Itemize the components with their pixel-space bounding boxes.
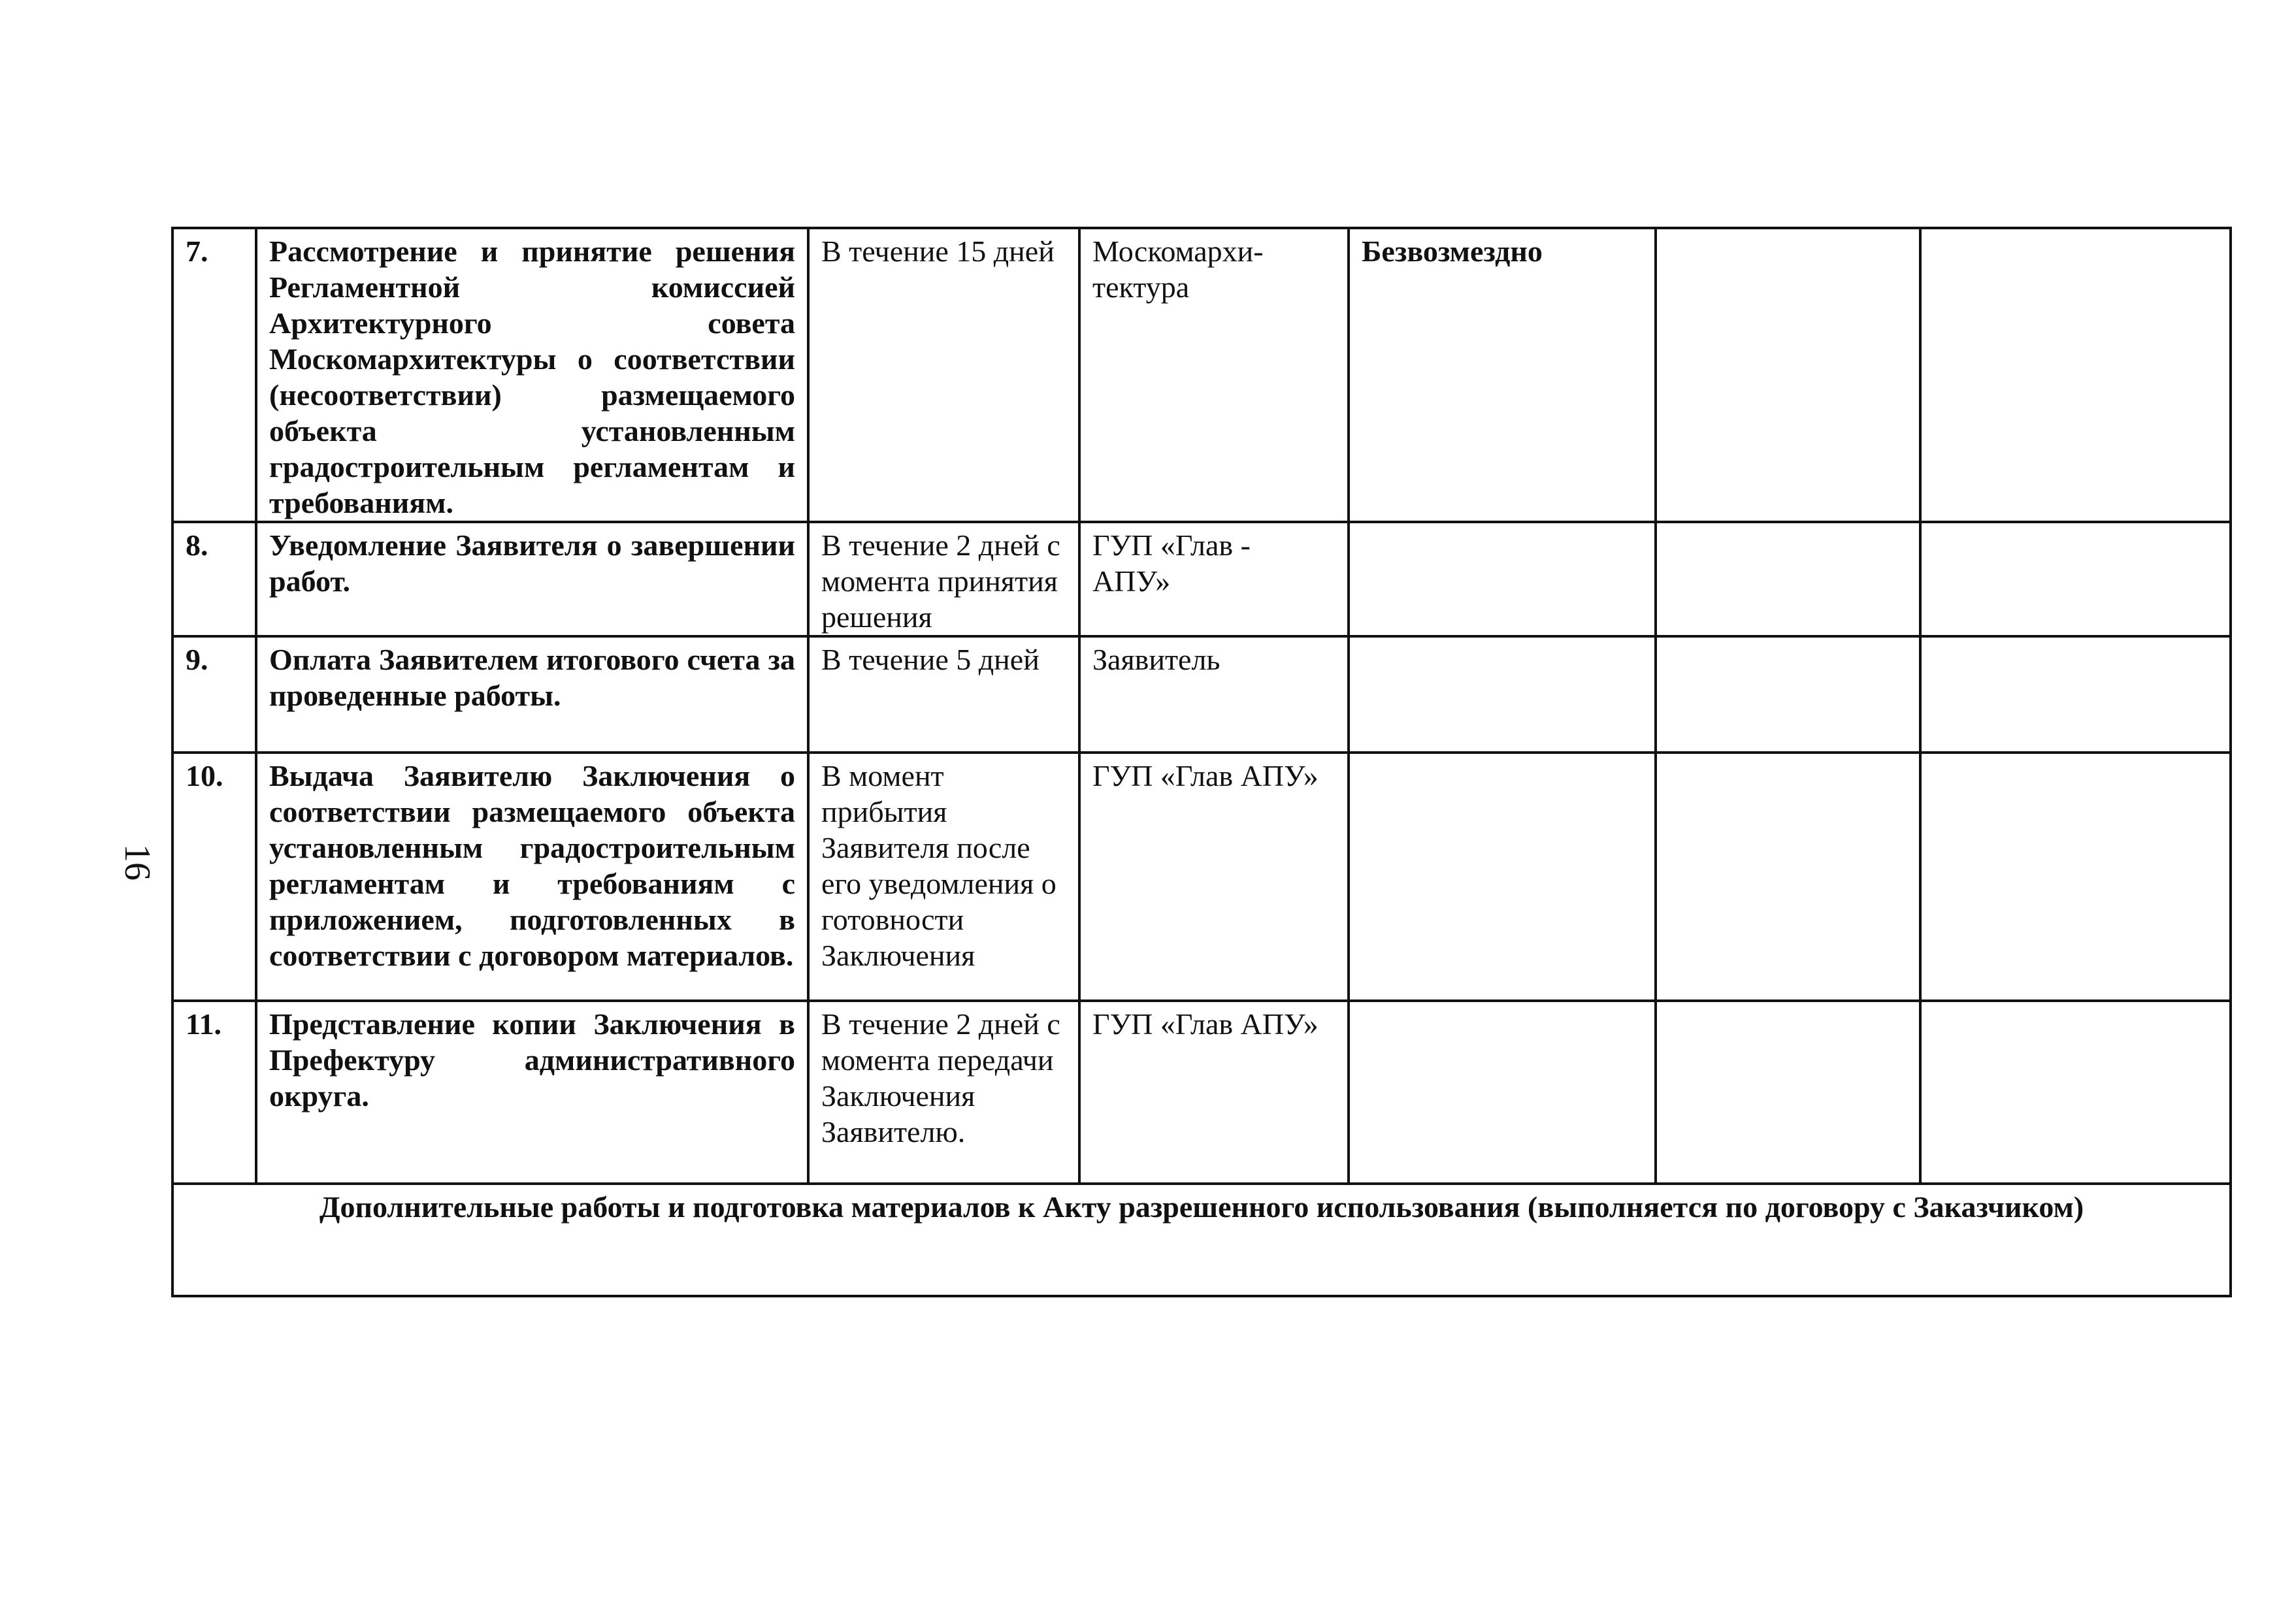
term-cell: В течение 15 дней	[808, 228, 1079, 522]
empty-cell	[1656, 636, 1920, 753]
procedure-table	[171, 227, 2232, 1297]
row-number: 10.	[172, 753, 256, 1001]
table-row	[172, 228, 2231, 522]
term-cell: В момент прибытия Заявителя после его уведомления о готовности Заключения	[808, 753, 1079, 1001]
executor-cell: ГУП «Глав АПУ»	[1079, 753, 1349, 1001]
cost-cell: Безвозмездно	[1349, 228, 1656, 522]
empty-cell	[1920, 228, 2231, 522]
executor-cell: Заявитель	[1079, 636, 1349, 753]
empty-cell	[1920, 753, 2231, 1001]
action-cell: Оплата Заявителем итогового счета за проведенные работы.	[256, 636, 808, 753]
cost-cell	[1349, 753, 1656, 1001]
empty-cell	[1656, 753, 1920, 1001]
term-cell: В течение 2 дней с момента передачи Заключения Заявителю.	[808, 1001, 1079, 1184]
empty-cell	[1656, 1001, 1920, 1184]
empty-cell	[1920, 522, 2231, 636]
cost-cell	[1349, 636, 1656, 753]
action-cell: Выдача Заявителю Заключения о соответствии размещаемого объекта установленным градостроительным регламентам и требованиям с приложением, подготовленных в соответствии с договором материалов.	[256, 753, 808, 1001]
table-footer-row	[172, 1184, 2231, 1296]
term-cell: В течение 5 дней	[808, 636, 1079, 753]
cost-cell	[1349, 522, 1656, 636]
executor-cell: ГУП «Глав АПУ»	[1079, 1001, 1349, 1184]
row-number: 7.	[172, 228, 256, 522]
table-row	[172, 1001, 2231, 1184]
additional-works-note: Дополнительные работы и подготовка материалов к Акту разрешенного использования (выполняется по договору с Заказчиком)	[172, 1184, 2231, 1296]
executor-cell: Москомархи-тектура	[1079, 228, 1349, 522]
row-number: 9.	[172, 636, 256, 753]
action-cell: Рассмотрение и принятие решения Регламентной комиссией Архитектурного совета Москомархитектуры о соответствии (несоответствии) размещаемого объекта установленным градостроительным регламентам и требованиям.	[256, 228, 808, 522]
empty-cell	[1920, 1001, 2231, 1184]
action-cell: Представление копии Заключения в Префектуру административного округа.	[256, 1001, 808, 1184]
empty-cell	[1656, 228, 1920, 522]
table-row	[172, 636, 2231, 753]
empty-cell	[1656, 522, 1920, 636]
empty-cell	[1920, 636, 2231, 753]
table-row	[172, 753, 2231, 1001]
action-cell: Уведомление Заявителя о завершении работ.	[256, 522, 808, 636]
cost-cell	[1349, 1001, 1656, 1184]
table-row	[172, 522, 2231, 636]
row-number: 8.	[172, 522, 256, 636]
executor-cell: ГУП «Глав - АПУ»	[1079, 522, 1349, 636]
row-number: 11.	[172, 1001, 256, 1184]
term-cell: В течение 2 дней с момента принятия решения	[808, 522, 1079, 636]
page-number: 16	[117, 844, 157, 881]
